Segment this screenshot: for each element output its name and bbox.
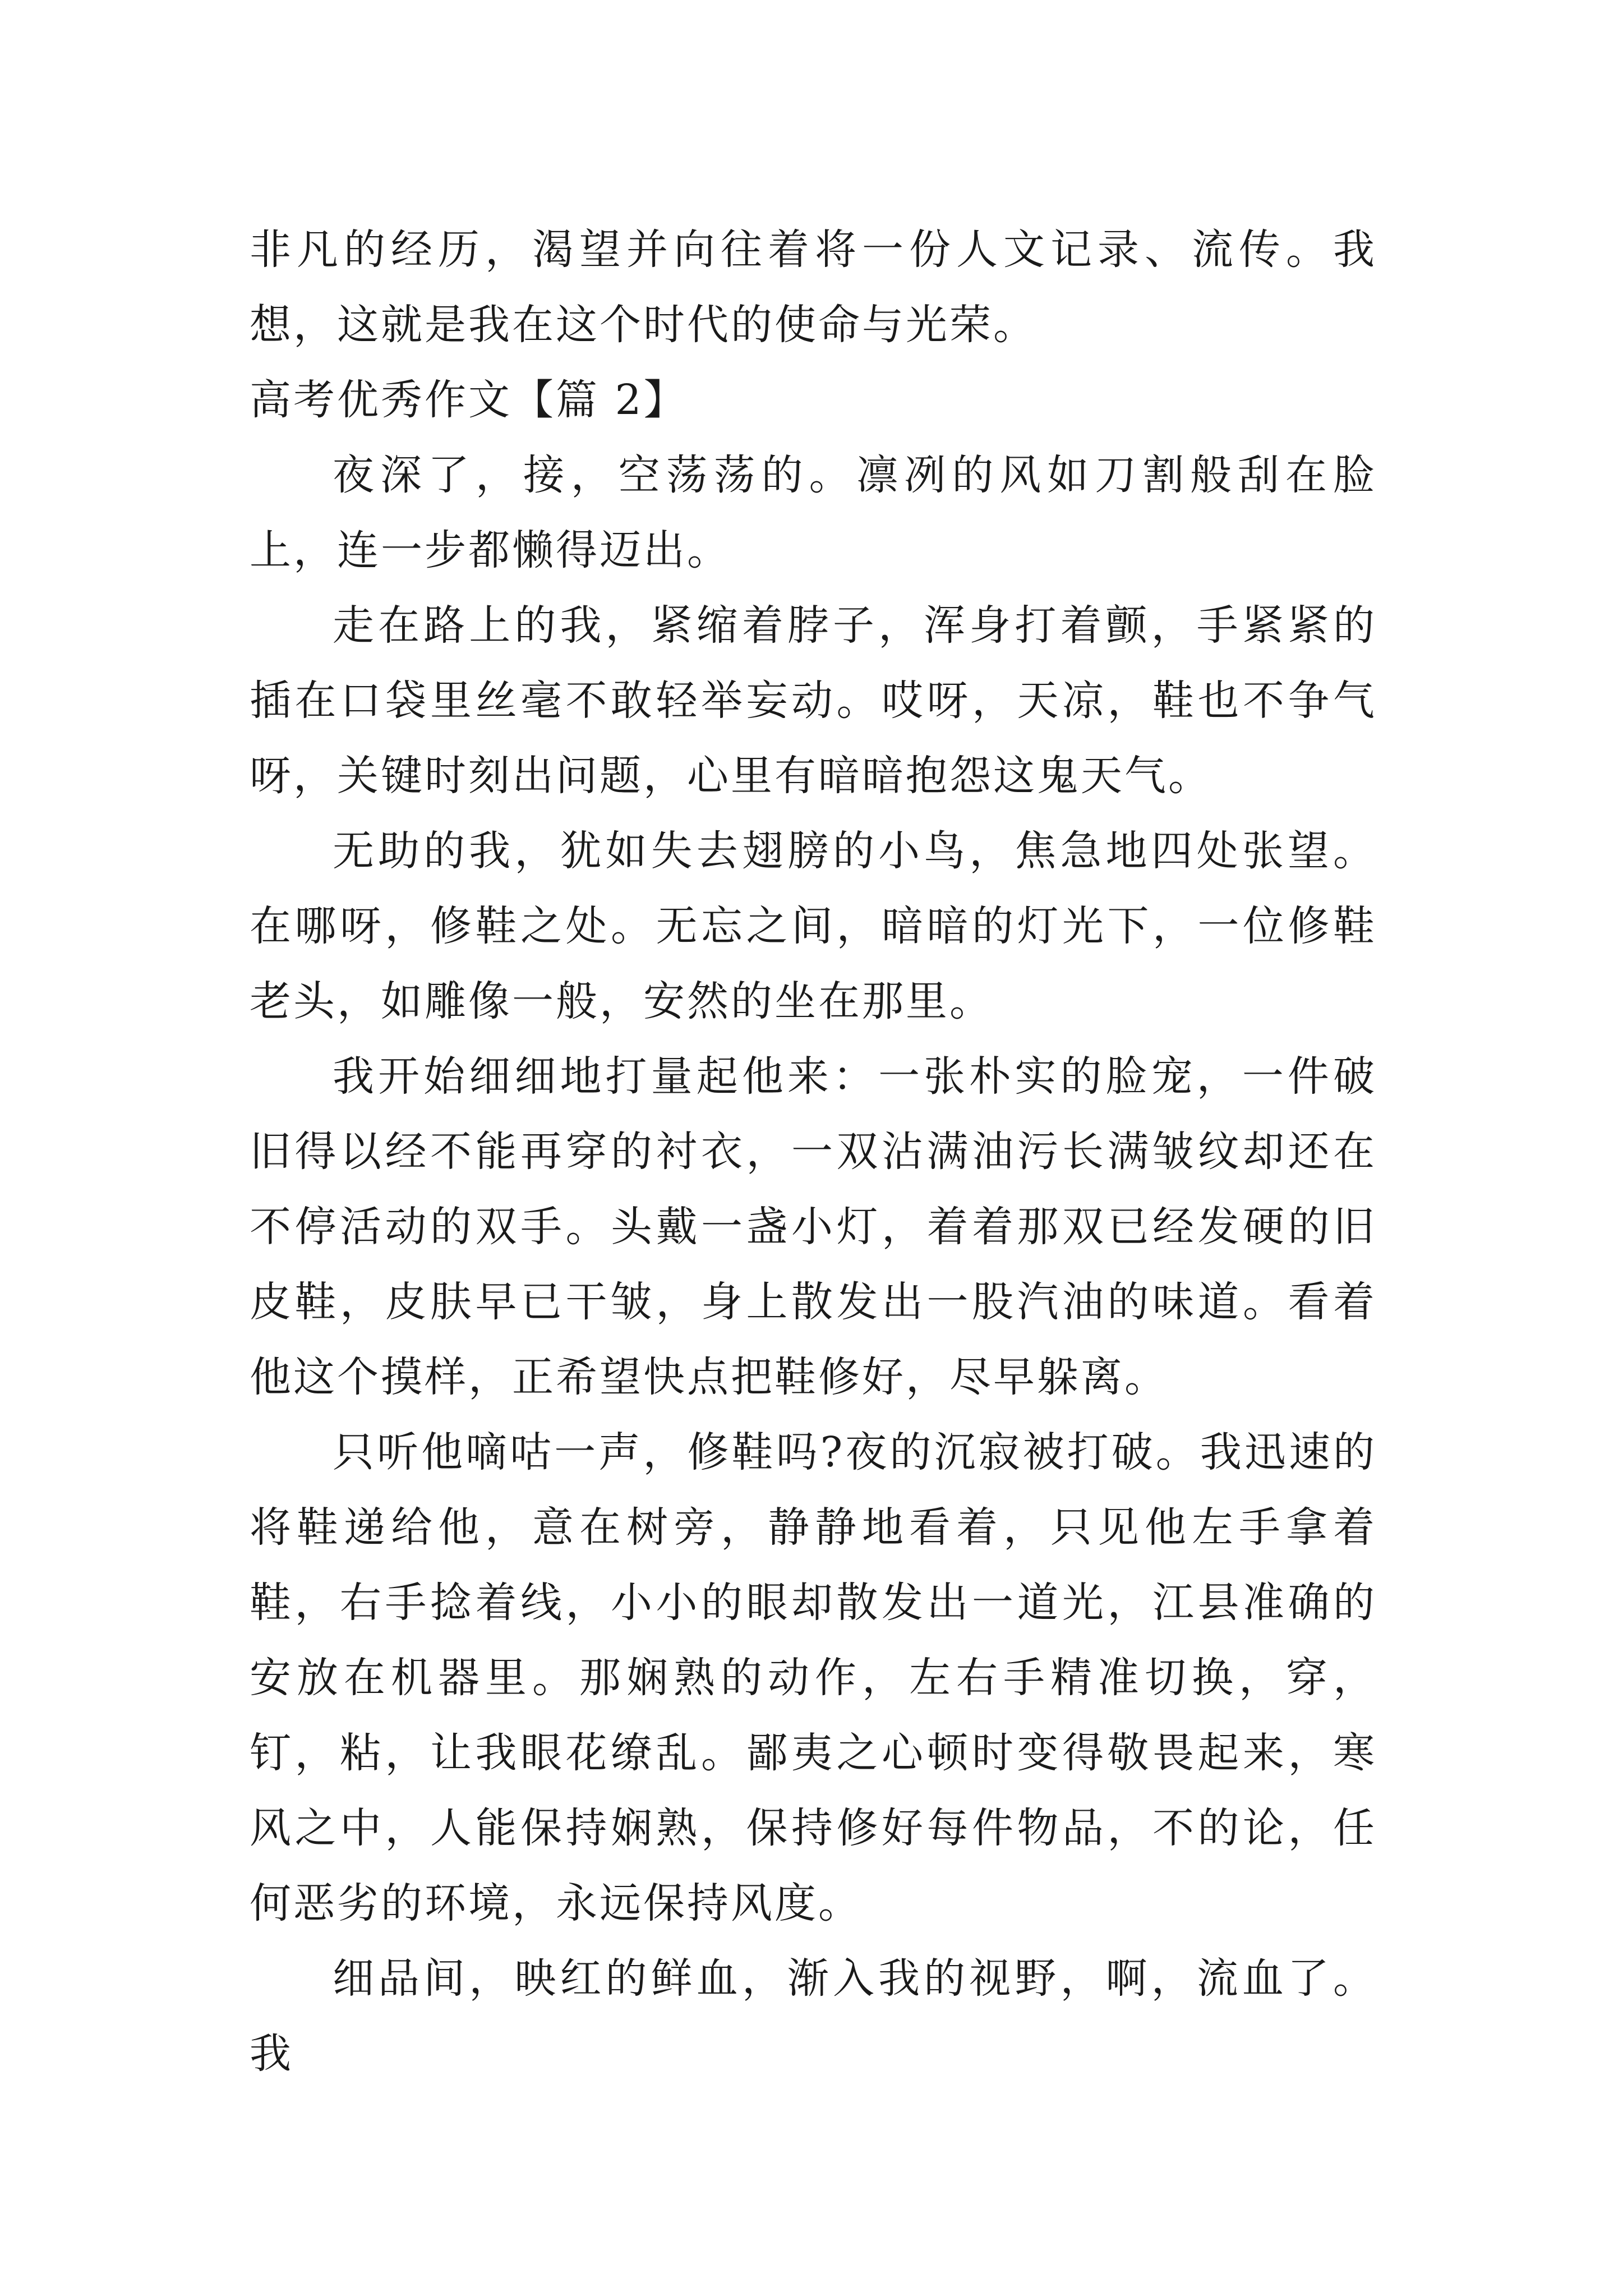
paragraph: 细品间，映红的鲜血，渐入我的视野，啊，流血了。我: [250, 1954, 1377, 2078]
essay-body: [250, 212, 1377, 2091]
section-heading: 高考优秀作文【篇 2】: [250, 376, 688, 424]
paragraph-continuation: 非凡的经历，渴望并向往着将一份人文记录、流传。我想，这就是我在这个时代的使命与光荣。: [250, 226, 1377, 349]
paragraph: 只听他嘀咕一声，修鞋吗?夜的沉寂被打破。我迅速的将鞋递给他，意在树旁，静静地看着，只见他左手拿着鞋，右手捻着线，小小的眼却散发出一道光，江县准确的安放在机器里。那娴熟的动作，左右手精准切换，穿，钉，粘，让我眼花缭乱。鄙夷之心顿时变得敬畏起来，寒风之中，人能保持娴熟，保持修好每件物品，不的论，任何恶劣的环境，永远保持风度。: [250, 1428, 1377, 1927]
paragraph: 夜深了，接，空荡荡的。凛冽的风如刀割般刮在脸上，连一步都懒得迈出。: [250, 451, 1377, 574]
paragraph: 我开始细细地打量起他来：一张朴实的脸宠，一件破旧得以经不能再穿的衬衣，一双沾满油污长满皱纹却还在不停活动的双手。头戴一盏小灯，着着那双已经发硬的旧皮鞋，皮肤早已干皱，身上散发出一股汽油的味道。看着他这个摸样，正希望快点把鞋修好，尽早躲离。: [250, 1052, 1377, 1401]
paragraph: 无助的我，犹如失去翅膀的小鸟，焦急地四处张望。在哪呀，修鞋之处。无忘之间，暗暗的灯光下，一位修鞋老头，如雕像一般，安然的坐在那里。: [250, 827, 1377, 1025]
paragraph: 走在路上的我，紧缩着脖子，浑身打着颤，手紧紧的插在口袋里丝毫不敢轻举妄动。哎呀，天凉，鞋也不争气呀，关键时刻出问题，心里有暗暗抱怨这鬼天气。: [250, 601, 1377, 800]
